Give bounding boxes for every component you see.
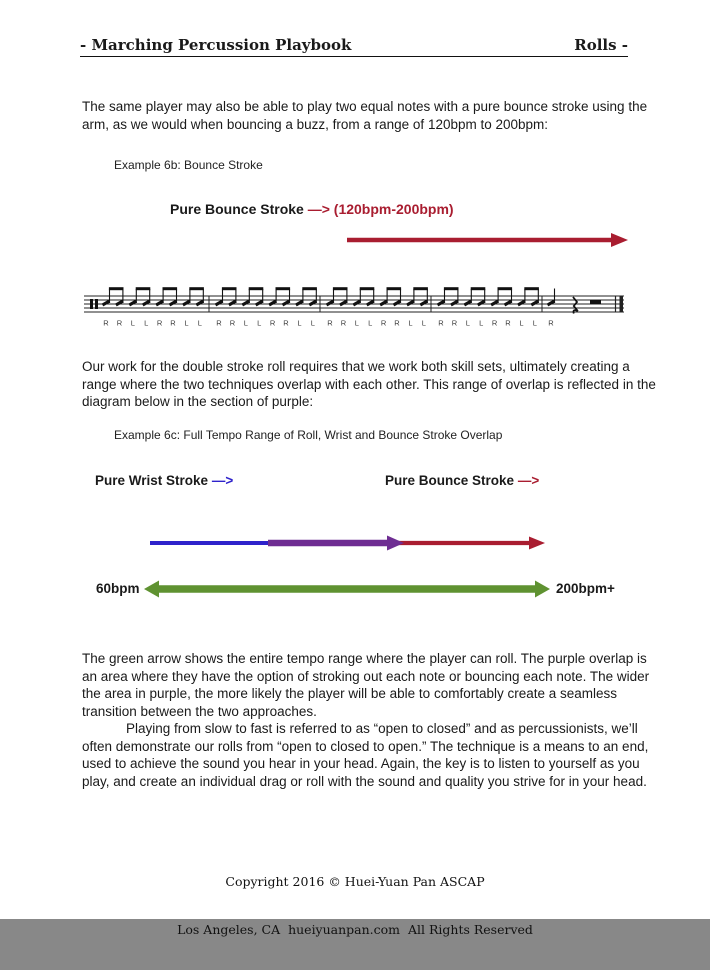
svg-text:L: L	[421, 318, 426, 328]
svg-text:L: L	[184, 318, 189, 328]
svg-text:L: L	[297, 318, 302, 328]
svg-text:L: L	[243, 318, 248, 328]
svg-text:R: R	[380, 318, 387, 328]
full-tempo-range-arrow	[143, 578, 551, 600]
page-footer	[0, 842, 710, 970]
svg-text:R: R	[438, 318, 444, 328]
svg-text:R: R	[116, 318, 123, 328]
header-title: - Marching Percussion Playbook	[80, 36, 352, 54]
svg-text:L: L	[465, 318, 470, 328]
svg-text:R: R	[283, 318, 289, 328]
svg-text:L: L	[144, 318, 149, 328]
page-header	[80, 36, 628, 57]
footer-copyright: Copyright 2016 © Huei-Yuan Pan ASCAP	[225, 874, 485, 889]
bounce-stroke-heading	[170, 201, 454, 217]
example-6c-caption: Example 6c: Full Tempo Range of Roll, Wrist and Bounce Stroke Overlap	[114, 428, 503, 442]
overlap-paragraph: Our work for the double stroke roll requires that we work both skill sets, ultimately creating a range where the two techniques overlap with each other. This range of overlap is reflected in the diagram below in the section of purple:	[82, 359, 656, 409]
svg-text:L: L	[130, 318, 135, 328]
svg-text:R: R	[103, 318, 109, 328]
wrist-arrow-glyph: —>	[211, 473, 234, 488]
example-6b-caption: Example 6b: Bounce Stroke	[114, 158, 263, 172]
pure-wrist-stroke-label	[95, 473, 233, 488]
svg-text:R: R	[340, 318, 347, 328]
svg-text:R: R	[505, 318, 511, 328]
bounce-heading-label: Pure Bounce Stroke	[170, 201, 304, 217]
tempo-max-label: 200bpm+	[556, 581, 615, 596]
footer-rights: Los Angeles, CA hueiyuanpan.com All Rights Reserved	[177, 922, 533, 937]
svg-text:R: R	[327, 318, 333, 328]
header-chapter: Rolls -	[574, 36, 628, 54]
drum-notation-staff	[84, 284, 629, 330]
svg-text:R: R	[491, 318, 498, 328]
svg-text:R: R	[451, 318, 458, 328]
wrist-label-text: Pure Wrist Stroke	[95, 473, 209, 488]
svg-text:R: R	[548, 318, 554, 328]
bounce-heading-range: —> (120bpm-200bpm)	[307, 201, 454, 217]
bounce-label-text: Pure Bounce Stroke	[385, 473, 515, 488]
svg-text:R: R	[394, 318, 400, 328]
svg-text:L: L	[310, 318, 315, 328]
wrist-bounce-overlap-arrow	[145, 532, 555, 554]
pure-bounce-stroke-label	[385, 473, 539, 488]
svg-text:L: L	[519, 318, 524, 328]
svg-text:L: L	[532, 318, 537, 328]
svg-text:L: L	[368, 318, 373, 328]
body-paragraph-2: Playing from slow to fast is referred to as “open to closed” and as percussionists, we’ll often demonstrate our rolls from “open to closed to open.” The technique is a means to an end, used to achieve the sound you hear in your head. Again, the key is to listen to yourself as you play, and create an individual drag or roll with the sound and quality you strive for in your head.	[82, 721, 649, 789]
svg-text:L: L	[354, 318, 359, 328]
svg-text:L: L	[197, 318, 202, 328]
svg-text:L: L	[479, 318, 484, 328]
bounce-range-arrow-icon	[345, 231, 630, 249]
svg-text:R: R	[156, 318, 163, 328]
svg-text:R: R	[170, 318, 176, 328]
svg-text:R: R	[269, 318, 276, 328]
tempo-min-label: 60bpm	[96, 581, 140, 596]
svg-text:L: L	[257, 318, 262, 328]
intro-paragraph: The same player may also be able to play two equal notes with a pure bounce stroke using the arm, as we would when bouncing a buzz, from a range of 120bpm to 200bpm:	[82, 99, 648, 132]
svg-text:R: R	[229, 318, 236, 328]
svg-text:R: R	[216, 318, 222, 328]
svg-text:L: L	[408, 318, 413, 328]
bounce-arrow-glyph: —>	[517, 473, 540, 488]
body-paragraph-1: The green arrow shows the entire tempo range where the player can roll. The purple overlap is an area where they have the option of stroking out each note or bouncing each note. The wider the area in purple, the more likely the player will be able to comfortably create a seamless transition between the two approaches.	[82, 651, 650, 719]
